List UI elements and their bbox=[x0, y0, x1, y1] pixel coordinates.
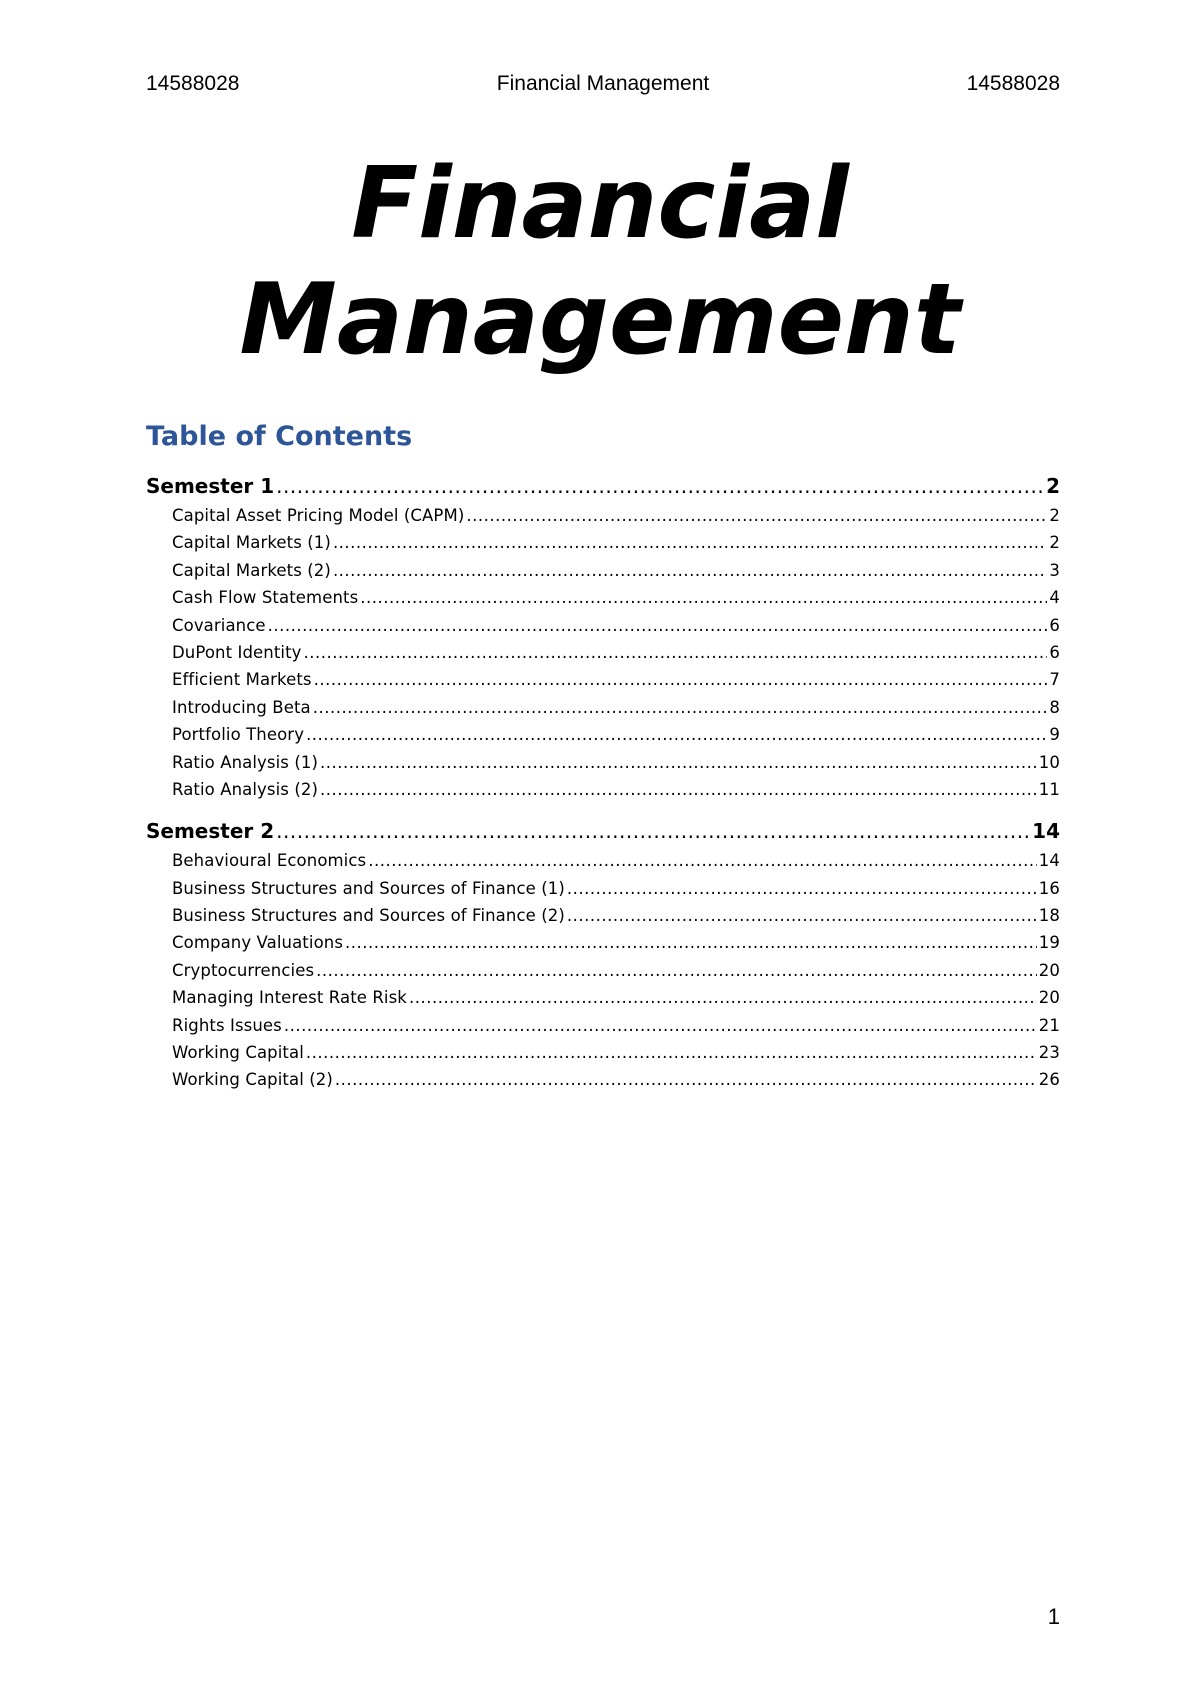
toc-dot-leader bbox=[314, 666, 1048, 693]
toc-dot-leader bbox=[466, 502, 1047, 529]
toc-entry-page: 21 bbox=[1038, 1015, 1060, 1035]
toc-entry-page: 2 bbox=[1046, 474, 1060, 498]
header-student-id-right: 14588028 bbox=[966, 72, 1060, 95]
toc-entry-page: 8 bbox=[1049, 697, 1060, 717]
toc-dot-leader bbox=[320, 749, 1037, 776]
toc-entry-label: Efficient Markets bbox=[172, 670, 312, 690]
toc-dot-leader bbox=[333, 557, 1047, 584]
table-of-contents bbox=[146, 470, 1060, 1094]
toc-entry[interactable] bbox=[146, 529, 1060, 556]
toc-dot-leader bbox=[306, 1039, 1037, 1066]
toc-entry-page: 7 bbox=[1049, 670, 1060, 690]
toc-dot-leader bbox=[284, 1012, 1037, 1039]
header-student-id-left: 14588028 bbox=[146, 72, 240, 95]
toc-entry-page: 18 bbox=[1038, 906, 1060, 926]
toc-dot-leader bbox=[304, 639, 1048, 666]
document-title-line-2: Management bbox=[239, 263, 961, 377]
toc-entry-page: 14 bbox=[1032, 819, 1060, 844]
toc-entry-page: 10 bbox=[1038, 752, 1060, 772]
toc-entry-page: 4 bbox=[1049, 588, 1060, 608]
toc-entry-label: Working Capital bbox=[172, 1043, 304, 1063]
toc-entry-page: 2 bbox=[1049, 506, 1060, 525]
toc-entry[interactable] bbox=[146, 666, 1060, 693]
toc-entry-label: Portfolio Theory bbox=[172, 725, 305, 745]
toc-entry[interactable] bbox=[146, 776, 1060, 803]
toc-heading: Table of Contents bbox=[146, 421, 413, 452]
toc-entry[interactable] bbox=[146, 694, 1060, 721]
toc-entry-label: Ratio Analysis (2) bbox=[172, 779, 319, 799]
toc-entry[interactable] bbox=[146, 847, 1060, 874]
toc-entry-page: 19 bbox=[1038, 933, 1060, 953]
toc-entry-page: 11 bbox=[1038, 779, 1060, 799]
toc-dot-leader bbox=[276, 470, 1044, 502]
document-title-line-1: Financial bbox=[351, 147, 849, 261]
toc-entry-label: Capital Asset Pricing Model (CAPM) bbox=[172, 506, 465, 525]
toc-entry[interactable] bbox=[146, 902, 1060, 929]
page-number: 1 bbox=[1047, 1604, 1060, 1629]
toc-entry-page: 16 bbox=[1038, 878, 1060, 898]
toc-entry-page: 20 bbox=[1038, 988, 1060, 1008]
toc-entry[interactable] bbox=[146, 584, 1060, 611]
toc-entry[interactable] bbox=[146, 957, 1060, 984]
toc-dot-leader bbox=[567, 902, 1037, 929]
toc-entry-page: 9 bbox=[1049, 725, 1060, 745]
toc-entry-label: Behavioural Economics bbox=[172, 851, 367, 871]
toc-dot-leader bbox=[313, 694, 1048, 721]
toc-dot-leader bbox=[409, 984, 1037, 1011]
toc-entry-label: Introducing Beta bbox=[172, 697, 311, 717]
toc-entry[interactable] bbox=[146, 875, 1060, 902]
toc-entry-label: Company Valuations bbox=[172, 933, 344, 953]
toc-entry-label: Working Capital (2) bbox=[172, 1070, 333, 1090]
toc-entry[interactable] bbox=[146, 1012, 1060, 1039]
toc-entry-page: 23 bbox=[1038, 1043, 1060, 1063]
toc-entry-label: Rights Issues bbox=[172, 1015, 282, 1035]
toc-entry-label: DuPont Identity bbox=[172, 642, 302, 662]
toc-dot-leader bbox=[276, 815, 1030, 847]
toc-entry-label: Cash Flow Statements bbox=[172, 588, 359, 608]
toc-dot-leader bbox=[316, 957, 1037, 984]
toc-entry-label: Semester 2 bbox=[146, 819, 275, 844]
toc-entry[interactable] bbox=[146, 749, 1060, 776]
toc-entry-label: Capital Markets (2) bbox=[172, 560, 331, 580]
toc-entry-page: 3 bbox=[1049, 560, 1060, 580]
toc-entry[interactable] bbox=[146, 639, 1060, 666]
toc-entry[interactable] bbox=[146, 557, 1060, 584]
toc-dot-leader bbox=[320, 776, 1037, 803]
header-document-title: Financial Management bbox=[496, 72, 710, 95]
toc-dot-leader bbox=[335, 1066, 1037, 1093]
toc-entry[interactable] bbox=[146, 1066, 1060, 1093]
page-header bbox=[146, 72, 1060, 104]
toc-entry[interactable] bbox=[146, 929, 1060, 956]
toc-dot-leader bbox=[345, 929, 1037, 956]
toc-entry-label: Ratio Analysis (1) bbox=[172, 752, 319, 772]
toc-entry-label: Covariance bbox=[172, 615, 266, 635]
toc-entry-label: Semester 1 bbox=[146, 474, 275, 498]
toc-entry-page: 14 bbox=[1038, 851, 1060, 871]
toc-entry-page: 26 bbox=[1038, 1070, 1060, 1090]
toc-dot-leader bbox=[268, 612, 1048, 639]
toc-entry-page: 6 bbox=[1049, 642, 1060, 662]
toc-section-entry[interactable] bbox=[146, 815, 1060, 847]
toc-entry-page: 20 bbox=[1038, 960, 1060, 980]
toc-entry-label: Managing Interest Rate Risk bbox=[172, 988, 407, 1008]
toc-entry[interactable] bbox=[146, 612, 1060, 639]
toc-entry[interactable] bbox=[146, 721, 1060, 748]
toc-entry-label: Capital Markets (1) bbox=[172, 533, 331, 553]
toc-dot-leader bbox=[368, 847, 1037, 874]
toc-dot-leader bbox=[360, 584, 1047, 611]
toc-section-entry[interactable] bbox=[146, 470, 1060, 502]
toc-dot-leader bbox=[567, 875, 1037, 902]
toc-entry[interactable] bbox=[146, 502, 1060, 529]
toc-entry-label: Cryptocurrencies bbox=[172, 960, 315, 980]
toc-entry-label: Business Structures and Sources of Finance (2) bbox=[172, 906, 565, 926]
toc-entry-page: 6 bbox=[1049, 615, 1060, 635]
toc-entry[interactable] bbox=[146, 1039, 1060, 1066]
toc-dot-leader bbox=[333, 529, 1047, 556]
toc-entry-page: 2 bbox=[1049, 533, 1060, 553]
toc-entry[interactable] bbox=[146, 984, 1060, 1011]
document-title bbox=[0, 146, 1200, 378]
toc-dot-leader bbox=[306, 721, 1047, 748]
toc-entry-label: Business Structures and Sources of Finance (1) bbox=[172, 878, 565, 898]
